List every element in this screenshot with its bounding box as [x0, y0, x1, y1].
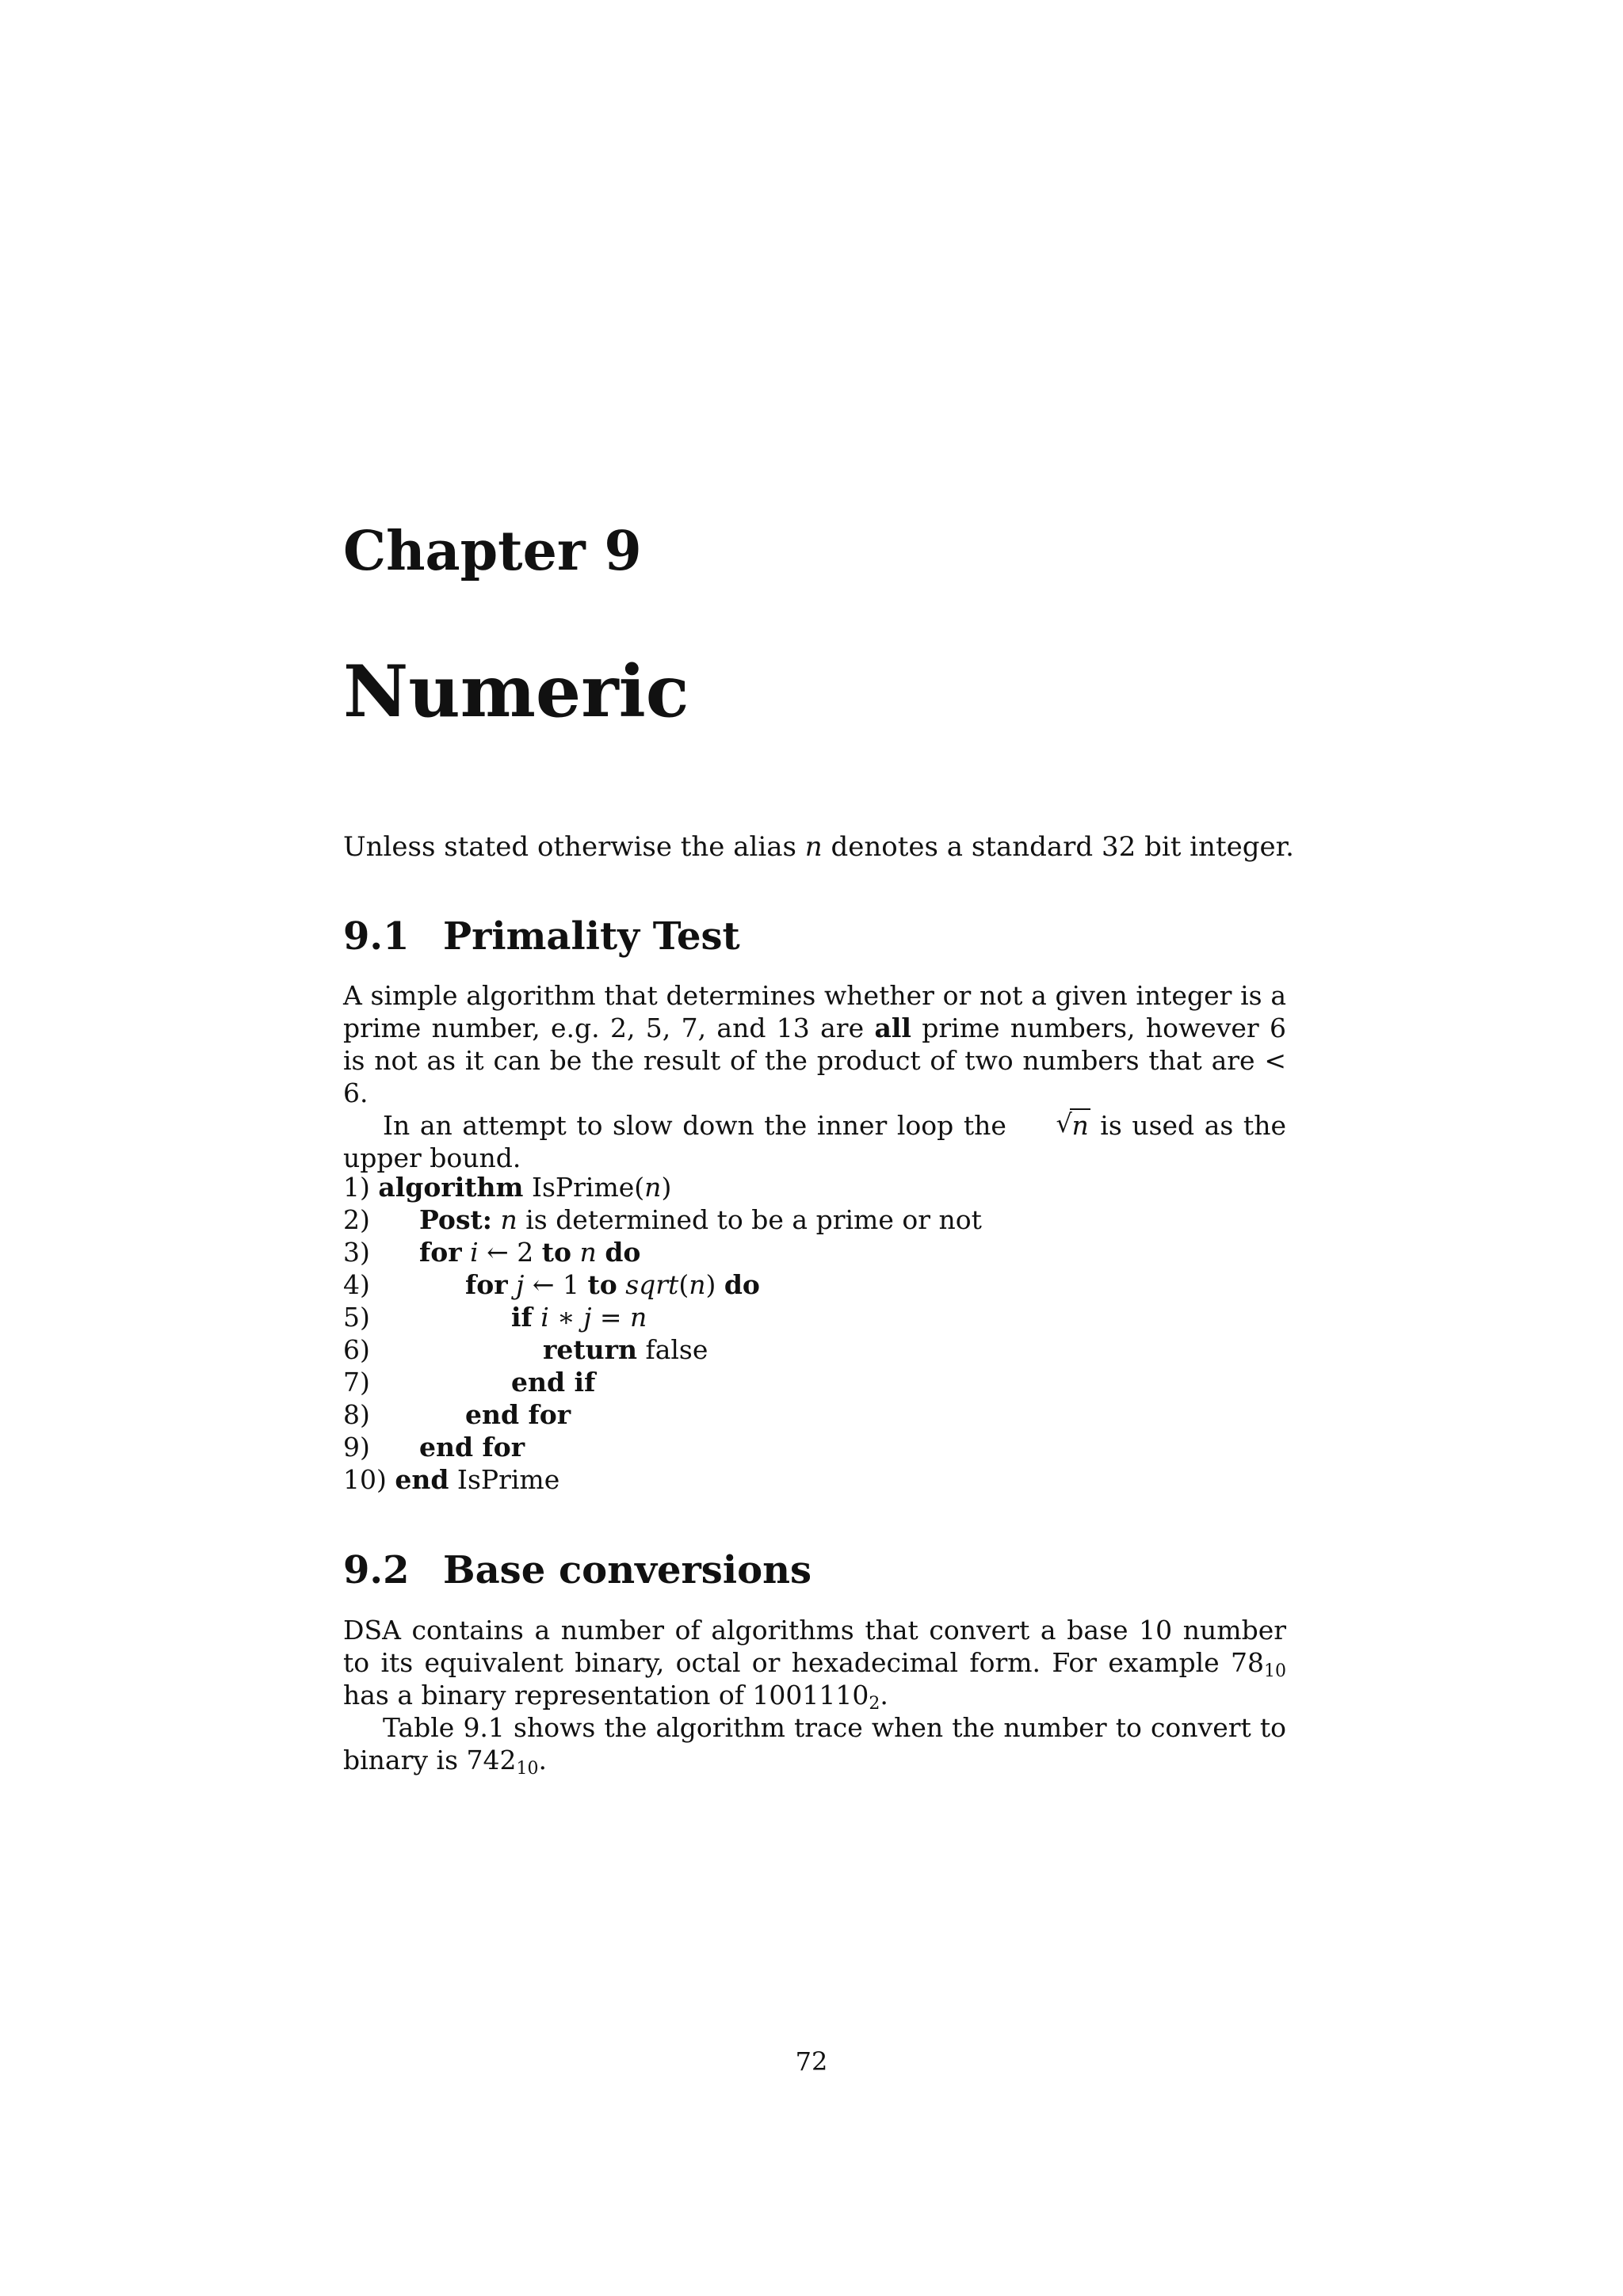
chapter-label: Chapter 9: [343, 520, 642, 583]
keyword: end if: [511, 1367, 596, 1398]
text-run: Table 9.1 shows the algorithm trace when the number to convert to binary is 742: [343, 1712, 1286, 1775]
base-conversion-paragraph-1: [343, 1614, 1286, 1714]
section-number: 9.2: [343, 1548, 410, 1592]
text-bold: all: [874, 1013, 911, 1043]
line-number: 10): [343, 1464, 387, 1495]
algo-line-8: [343, 1398, 982, 1431]
section-heading-base-conversions: [343, 1548, 812, 1592]
keyword: return: [543, 1334, 637, 1365]
primality-paragraph-1: [343, 979, 1286, 1109]
keyword: end for: [465, 1399, 571, 1430]
line-number: 3): [343, 1237, 370, 1268]
line-number: 4): [343, 1269, 370, 1300]
code-var: i: [470, 1237, 479, 1268]
text-run: .: [538, 1745, 547, 1775]
keyword: do: [605, 1237, 641, 1268]
text-run: is used as the upper bound.: [343, 1110, 1286, 1173]
keyword: to: [541, 1237, 572, 1268]
line-number: 7): [343, 1367, 370, 1398]
text-run: A simple algorithm that determines whether or not a given integer is a prime number, e.g. 2, 5, 7, and 13 are: [343, 980, 1286, 1043]
line-number: 1): [343, 1172, 370, 1203]
code-var: n: [689, 1269, 706, 1300]
algo-line-6: [343, 1333, 982, 1366]
algo-line-10: [343, 1463, 982, 1496]
code-text: false: [637, 1334, 708, 1365]
code-text: ← 2: [478, 1237, 542, 1268]
algo-line-1: [343, 1171, 982, 1203]
line-number: 8): [343, 1399, 370, 1430]
algo-line-7: [343, 1366, 982, 1398]
text-run: DSA contains a number of algorithms that convert a base 10 number to its equivalent binary, octal or hexadecimal form. For example 78: [343, 1615, 1286, 1678]
code-text: ): [705, 1269, 716, 1300]
code-text: ): [661, 1172, 672, 1203]
subscript: 10: [1264, 1661, 1286, 1681]
intro-text-end: denotes a standard 32 bit integer.: [822, 831, 1294, 863]
line-number: 9): [343, 1432, 370, 1463]
section-title: Base conversions: [443, 1548, 812, 1592]
code-var: n: [579, 1237, 597, 1268]
section-heading-primality: [343, 914, 740, 959]
text-run: In an attempt to slow down the inner loop the: [383, 1110, 1017, 1141]
sqrt-symbol: √ n: [1056, 1108, 1089, 1141]
keyword: for: [465, 1269, 508, 1300]
keyword: end for: [419, 1432, 525, 1463]
algorithm-isprime: [343, 1171, 982, 1496]
algo-line-3: [343, 1236, 982, 1268]
primality-paragraphs: [343, 979, 1286, 1174]
intro-var: n: [804, 831, 823, 863]
sqrt-var: n: [1071, 1110, 1089, 1141]
keyword: Post:: [419, 1204, 492, 1235]
base-conversion-paragraphs: [343, 1614, 1286, 1779]
keyword: end: [395, 1464, 449, 1495]
algo-line-9: [343, 1431, 982, 1463]
base-conversion-paragraph-2: [343, 1711, 1286, 1779]
code-var: n: [644, 1172, 662, 1203]
intro-paragraph: [343, 831, 1294, 863]
line-number: 6): [343, 1334, 370, 1365]
code-var: n: [500, 1204, 517, 1235]
code-text: IsPrime(: [523, 1172, 645, 1203]
code-expr: i ∗ j = n: [540, 1302, 647, 1333]
code-text: (: [678, 1269, 689, 1300]
keyword: do: [724, 1269, 760, 1300]
algo-line-5: [343, 1301, 982, 1333]
section-number: 9.1: [343, 914, 410, 959]
line-number: 5): [343, 1302, 370, 1333]
keyword: to: [587, 1269, 617, 1300]
code-var: sqrt: [625, 1269, 679, 1300]
algo-line-4: [343, 1268, 982, 1301]
algo-line-2: [343, 1203, 982, 1236]
text-run: prime numbers, however 6 is not as it can be the result of the product of two numbers that are < 6.: [343, 1013, 1286, 1108]
subscript: 10: [516, 1759, 539, 1779]
subscript: 2: [869, 1694, 880, 1714]
line-number: 2): [343, 1204, 370, 1235]
intro-text: Unless stated otherwise the alias: [343, 831, 805, 863]
page-number: 72: [795, 2046, 828, 2077]
code-text: IsPrime: [449, 1464, 560, 1495]
keyword: if: [511, 1302, 533, 1333]
keyword: for: [419, 1237, 462, 1268]
text-run: .: [880, 1680, 888, 1711]
primality-paragraph-2: [343, 1109, 1286, 1174]
chapter-title: Numeric: [343, 650, 689, 734]
code-text: ← 1: [524, 1269, 588, 1300]
code-text: is determined to be a prime or not: [517, 1204, 982, 1235]
keyword: algorithm: [378, 1172, 524, 1203]
section-title: Primality Test: [443, 914, 740, 959]
text-run: has a binary representation of 1001110: [343, 1680, 869, 1711]
code-var: j: [516, 1269, 525, 1300]
